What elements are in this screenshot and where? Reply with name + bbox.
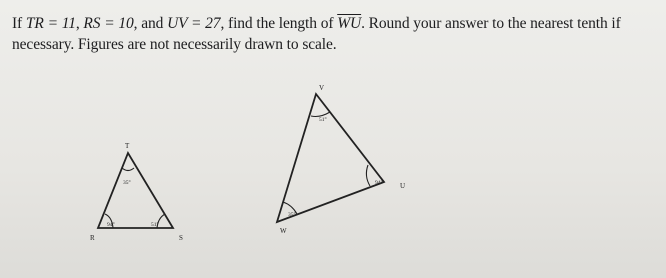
- given-tr: TR = 11: [25, 15, 76, 32]
- vertex-label-s: S: [179, 234, 183, 242]
- large-triangle-vuw: [277, 84, 405, 235]
- target-segment-wu: $\overline{WU}$: [337, 15, 362, 32]
- vertex-label-v: V: [319, 84, 325, 92]
- angle-arc-t: [122, 168, 134, 171]
- question-suffix: . Round your answer to the nearest tenth if necessary. Figures are not necessarily drawn to scale.: [12, 15, 621, 53]
- angle-label-r: 94°: [107, 222, 115, 228]
- given-uv: UV = 27: [167, 15, 221, 32]
- vertex-label-t: T: [125, 142, 130, 150]
- angle-label-u: 94°: [375, 180, 383, 186]
- small-triangle-trs: [90, 142, 183, 242]
- large-triangle-outline: [277, 94, 384, 222]
- angle-label-w: 35°: [288, 212, 296, 218]
- angle-label-v: 51°: [319, 117, 327, 123]
- angle-label-t: 35°: [123, 180, 131, 186]
- question-sep-1: ,: [75, 15, 84, 32]
- vertex-label-r: R: [90, 234, 95, 242]
- angle-arc-v: [311, 112, 330, 117]
- question-mid: , find the length of: [220, 15, 338, 32]
- question-sep-2: , and: [133, 15, 168, 32]
- angle-arc-u: [366, 165, 370, 186]
- given-rs: RS = 10: [83, 15, 134, 32]
- angle-label-s: 51°: [151, 222, 159, 228]
- vertex-label-u: U: [400, 182, 406, 190]
- question-prefix: If: [12, 15, 26, 32]
- vertex-label-w: W: [280, 227, 287, 235]
